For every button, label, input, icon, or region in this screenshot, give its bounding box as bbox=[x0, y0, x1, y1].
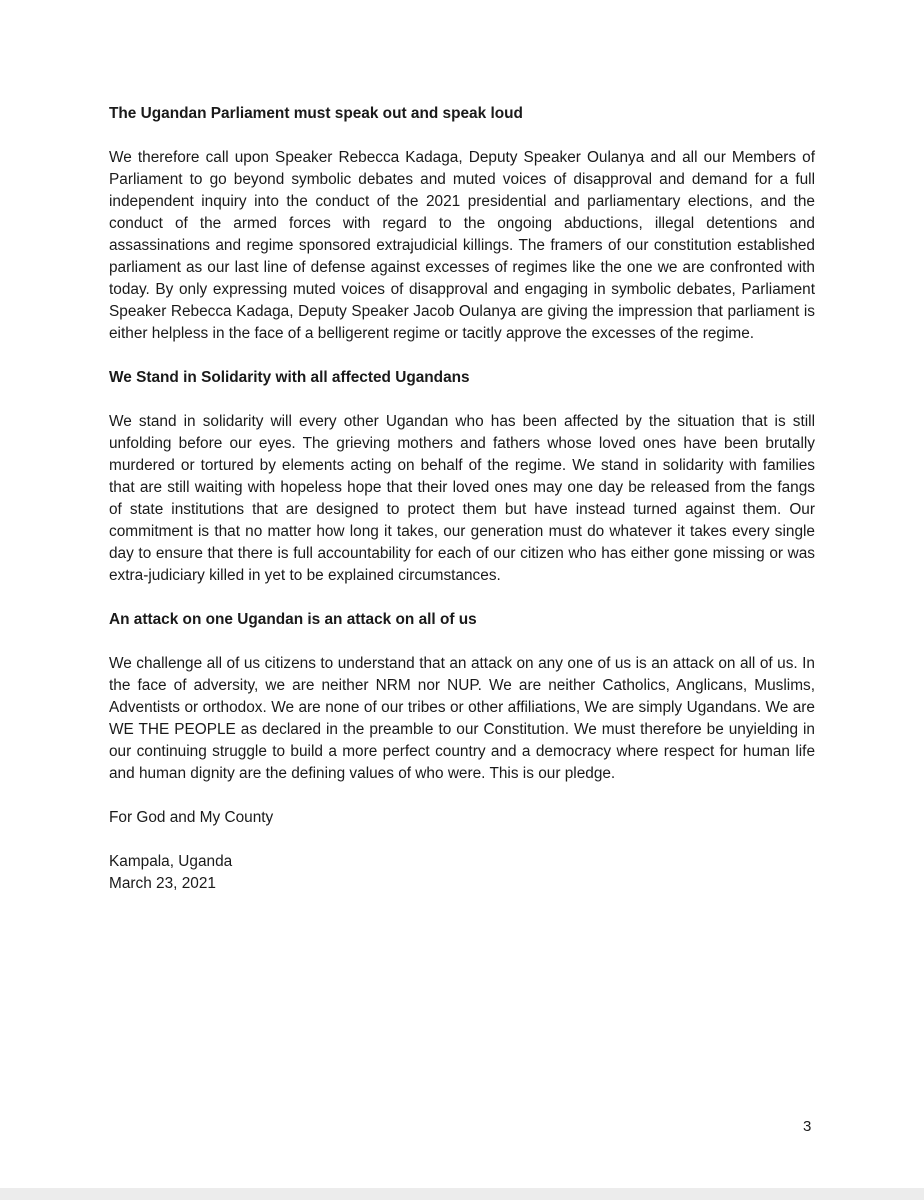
section-paragraph-attack: We challenge all of us citizens to understand that an attack on any one of us is an attack on all of us. In the face of adversity, we are neither NRM nor NUP. We are neither Catholics, Anglicans, Muslims, Adventists or orthodox. We are none of our tribes or other affiliations, We are simply Ugandans. We are WE THE PEOPLE as declared in the preamble to our Constitution. We must therefore be unyielding in our continuing struggle to build a more perfect country and a democracy where respect for human life and human dignity are the defining values of who were. This is our pledge. bbox=[109, 655, 815, 782]
document-body bbox=[109, 103, 815, 895]
closing-line: For God and My County bbox=[109, 809, 274, 826]
section-heading-solidarity: We Stand in Solidarity with all affected Ugandans bbox=[109, 369, 470, 386]
date-line: March 23, 2021 bbox=[109, 875, 216, 892]
section-heading-attack: An attack on one Ugandan is an attack on all of us bbox=[109, 611, 477, 628]
section-heading-parliament: The Ugandan Parliament must speak out and speak loud bbox=[109, 105, 523, 122]
page-number: 3 bbox=[803, 1118, 812, 1135]
place-line: Kampala, Uganda bbox=[109, 853, 233, 870]
section-paragraph-parliament: We therefore call upon Speaker Rebecca Kadaga, Deputy Speaker Oulanya and all our Members of Parliament to go beyond symbolic debates and muted voices of disapproval and demand for a full independent inquiry into the conduct of the 2021 presidential and parliamentary elections, and the conduct of the armed forces with regard to the ongoing abductions, illegal detentions and assassinations and regime sponsored extrajudicial killings. The framers of our constitution established parliament as our last line of defense against excesses of regimes like the one we are confronted with today. By only expressing muted voices of disapproval and engaging in symbolic debates, Parliament Speaker Rebecca Kadaga, Deputy Speaker Jacob Oulanya are giving the impression that parliament is either helpless in the face of a belligerent regime or tacitly approve the excesses of the regime. bbox=[109, 149, 815, 342]
section-paragraph-solidarity: We stand in solidarity will every other Ugandan who has been affected by the situation that is still unfolding before our eyes. The grieving mothers and fathers whose loved ones have been brutally murdered or tortured by elements acting on behalf of the regime. We stand in solidarity with families that are still waiting with hopeless hope that their loved ones may one day be released from the fangs of state institutions that are designed to protect them but have instead turned against them. Our commitment is that no matter how long it takes, our generation must do whatever it takes every single day to ensure that there is full accountability for each of our citizen who has either gone missing or was extra-judiciary killed in yet to be explained circumstances. bbox=[109, 413, 815, 584]
